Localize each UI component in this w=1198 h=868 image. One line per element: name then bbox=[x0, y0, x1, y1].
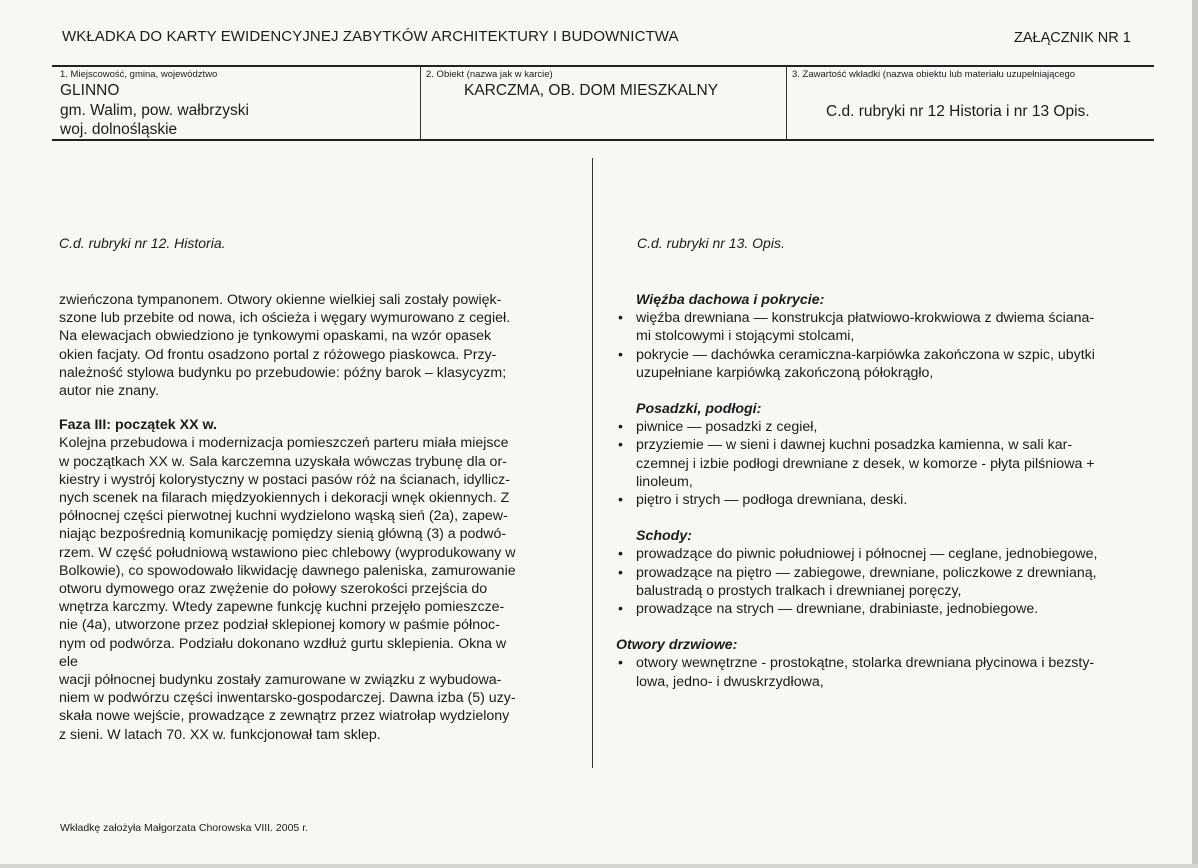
text-line: uzupełniane karpiówką zakończoną półokrągło, bbox=[636, 364, 934, 381]
text-line: wnętrza karczmy. Wtedy zapewne funkcję kuchni przejęło pomieszcze- bbox=[59, 599, 505, 616]
list-item bbox=[616, 491, 1146, 509]
text-line: nym od podwórza. Podziału dokonano wzdłuż gurtu sklepienia. Okna w bbox=[59, 635, 507, 652]
text-line: prowadzące na piętro — zabiegowe, drewniane, policzkowe z drewnianą, bbox=[636, 564, 1097, 581]
text-line: prowadzące do piwnic południowej i północnej — ceglane, jednobiegowe, bbox=[636, 546, 1098, 563]
bullet-icon: • bbox=[618, 546, 623, 563]
text-line: Kolejna przebudowa i modernizacja pomieszczeń parteru miała miejsce bbox=[59, 435, 509, 452]
table-top-rule bbox=[52, 65, 1154, 67]
description-section bbox=[616, 400, 1146, 509]
text-line: piwnice — posadzki z cegieł, bbox=[636, 419, 818, 436]
list-item bbox=[616, 346, 1146, 382]
list-item bbox=[616, 654, 1146, 690]
author-note: Wkładkę założyła Małgorzata Chorowska VIII. 2005 r. bbox=[60, 822, 309, 834]
bullet-icon: • bbox=[618, 601, 623, 618]
text-line: skała nowe wejście, prowadzące z zewnątrz przez wiatrołap wydzielony bbox=[59, 708, 510, 725]
locality-value: GLINNO bbox=[60, 82, 120, 99]
table-bottom-rule bbox=[52, 139, 1154, 141]
object-name-value: KARCZMA, OB. DOM MIESZKALNY bbox=[464, 82, 719, 99]
text-line: wacji północnej budynku zostały zamurowane w związku z wybudowa- bbox=[59, 672, 502, 689]
column-divider bbox=[592, 158, 593, 768]
text-line: otwory wewnętrzne - prostokątne, stolarka drewniana płycinowa i bezsty- bbox=[636, 655, 1095, 672]
text-line: otworu dymowego oraz zwężenie do połowy szerokości przejścia do bbox=[59, 581, 488, 598]
page-edge-bottom bbox=[0, 864, 1198, 868]
text-line: należność stylowa budynku po przebudowie: późny barok – klasycyzm; bbox=[59, 364, 507, 381]
text-line: czemnej i izbie podłogi drewniane z desek, w komorze - płyta pilśniowa + bbox=[636, 455, 1095, 472]
field-divider bbox=[420, 66, 421, 140]
text-line: Na elewacjach obwiedziono je tynkowymi opaskami, na wzór opasek bbox=[59, 328, 492, 345]
insert-contents-value: C.d. rubryki nr 12 Historia i nr 13 Opis. bbox=[826, 103, 1090, 120]
text-line: ele bbox=[59, 653, 78, 670]
list-item bbox=[616, 418, 1146, 436]
bullet-list bbox=[616, 654, 1146, 690]
text-line: szone lub przebite od nowa, ich ościeża i węgary wymurowano z cegieł. bbox=[59, 310, 511, 327]
text-line: niem w podwórzu części inwentarsko-gospodarczej. Dawna izba (5) uzy- bbox=[59, 690, 516, 707]
text-line: niając bezpośrednią komunikację pomiędzy sienią główną (3) a podwó- bbox=[59, 526, 507, 543]
history-intro bbox=[59, 291, 569, 400]
description-section bbox=[616, 291, 1146, 382]
text-line: piętro i strych — podłoga drewniana, deski. bbox=[636, 492, 908, 509]
text-line: nych scenek na filarach międzyokiennych i dekoracji wnęk okiennych. Z bbox=[59, 490, 510, 507]
section-heading: Otwory drzwiowe: bbox=[616, 637, 738, 654]
bullet-icon: • bbox=[618, 492, 623, 509]
text-line: autor nie znany. bbox=[59, 383, 159, 400]
bullet-icon: • bbox=[618, 564, 623, 581]
section-heading: Schody: bbox=[636, 528, 692, 545]
bullet-icon: • bbox=[618, 310, 623, 327]
text-line: lowa, jedno- i dwuskrzydłowa, bbox=[636, 673, 824, 690]
text-line: mi stolcowymi i stojącymi stolcami, bbox=[636, 328, 855, 345]
text-line: linoleum, bbox=[636, 473, 693, 490]
list-item bbox=[616, 436, 1146, 491]
field-1-label: 1. Miejscowość, gmina, województwo bbox=[60, 69, 218, 80]
history-phase-text bbox=[59, 434, 569, 743]
text-line: nie (4a), utworzone przez podział sklepionej komory w paśmie północ- bbox=[59, 617, 500, 634]
text-line: więźba drewniana — konstrukcja płatwiowo-krokwiowa z dwiema ściana- bbox=[636, 310, 1095, 327]
text-line: zwieńczona tympanonem. Otwory okienne wielkiej sali zostały powięk- bbox=[59, 292, 502, 308]
field-2-label: 2. Obiekt (nazwa jak w karcie) bbox=[426, 69, 553, 80]
list-item bbox=[616, 600, 1146, 618]
description-section bbox=[616, 527, 1146, 618]
text-line: z sieni. W latach 70. XX w. funkcjonował tam sklep. bbox=[59, 726, 381, 743]
voivodeship-value: woj. dolnośląskie bbox=[60, 121, 178, 138]
bullet-icon: • bbox=[618, 346, 623, 363]
section-heading: Więźba dachowa i pokrycie: bbox=[636, 292, 825, 308]
text-line: pokrycie — dachówka ceramiczna-karpiówka zakończona w szpic, ubytki bbox=[636, 346, 1095, 363]
bullet-list bbox=[616, 545, 1146, 618]
text-line: balustradą o prostych tralkach i drewnianej poręczy, bbox=[636, 582, 962, 599]
commune-value: gm. Walim, pow. wałbrzyski bbox=[60, 102, 249, 119]
history-heading: C.d. rubryki nr 12. Historia. bbox=[59, 235, 226, 251]
description-text bbox=[616, 291, 1146, 709]
text-line: rzem. W część południową wstawiono piec chlebowy (wyprodukowany w bbox=[59, 544, 516, 561]
annex-number: ZAŁĄCZNIK NR 1 bbox=[1014, 30, 1131, 46]
text-line: północnej części pierwotnej kuchni wydzielono wąską sień (2a), zapew- bbox=[59, 508, 508, 525]
phase-heading: Faza III: początek XX w. bbox=[59, 417, 217, 434]
bullet-icon: • bbox=[618, 655, 623, 672]
bullet-list bbox=[616, 418, 1146, 509]
text-line: kiestry i wystrój kolorystyczny w postaci pasów róż na ścianach, idyllicz- bbox=[59, 471, 510, 488]
history-text bbox=[59, 291, 569, 744]
section-heading: Posadzki, podłogi: bbox=[636, 401, 762, 418]
text-line: w początkach XX w. Sala karczemna uzyskała wówczas trybunę dla or- bbox=[59, 453, 507, 470]
bullet-list bbox=[616, 309, 1146, 382]
page-edge-right bbox=[1192, 0, 1198, 868]
text-line: Bolkowie), co spowodowało likwidację dawnego paleniska, zamurowanie bbox=[59, 562, 516, 579]
bullet-icon: • bbox=[618, 419, 623, 436]
description-section bbox=[616, 636, 1146, 691]
text-line: prowadzące na strych — drewniane, drabiniaste, jednobiegowe. bbox=[636, 601, 1039, 618]
text-line: przyziemie — w sieni i dawnej kuchni posadzka kamienna, w sali kar- bbox=[636, 437, 1073, 454]
field-divider bbox=[786, 66, 787, 140]
list-item bbox=[616, 309, 1146, 345]
list-item bbox=[616, 564, 1146, 600]
list-item bbox=[616, 545, 1146, 563]
text-line: okien facjaty. Od frontu osadzono portal z różowego piaskowca. Przy- bbox=[59, 346, 497, 363]
form-title: WKŁADKA DO KARTY EWIDENCYJNEJ ZABYTKÓW ARCHITEKTURY I BUDOWNICTWA bbox=[62, 28, 679, 45]
description-heading: C.d. rubryki nr 13. Opis. bbox=[637, 235, 785, 251]
bullet-icon: • bbox=[618, 437, 623, 454]
field-3-label: 3. Zawartość wkładki (nazwa obiektu lub materiału uzupełniającego bbox=[792, 69, 1076, 80]
